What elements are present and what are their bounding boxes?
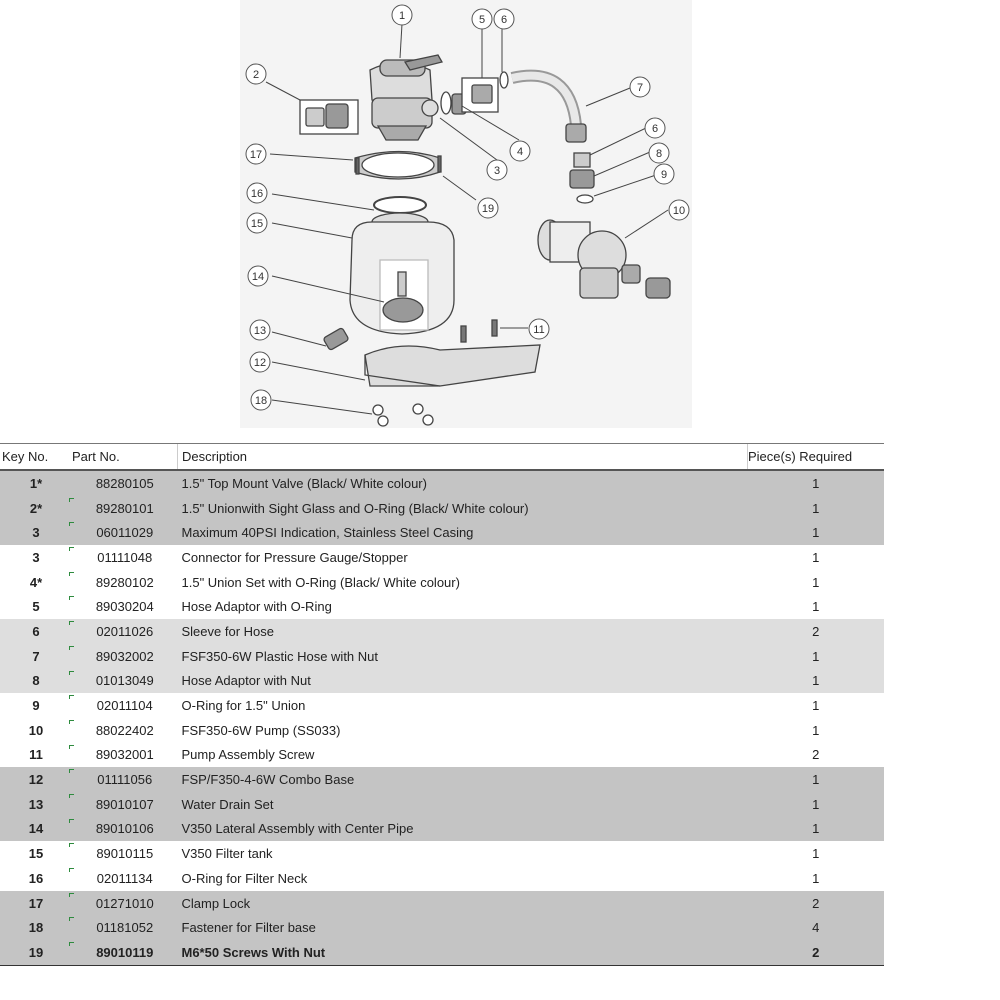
quantity-cell [748,817,885,842]
quantity-cell [748,743,885,768]
part-number-cell [72,866,178,891]
cell-marker-icon [69,745,74,749]
quantity-cell-text: 1 [812,846,820,862]
callout-15 [247,213,267,233]
part-number-cell-text: 01013049 [95,673,154,689]
key-cell-text: 11 [29,747,43,763]
table-row [0,693,884,718]
description-cell-text: Clamp Lock [181,895,251,911]
quantity-cell-text: 1 [812,599,820,615]
part-number-cell [72,891,178,916]
quantity-cell [748,891,885,916]
key-cell [0,891,72,916]
description-cell-text: Fastener for Filter base [181,920,316,936]
part-number-cell-text: 89280102 [95,574,154,590]
parts-list-table [0,443,884,966]
description-cell-text: 1.5" Top Mount Valve (Black/ White colour) [181,475,427,491]
table-row [0,619,884,644]
table-row [0,644,884,669]
description-cell [178,915,748,940]
key-cell-text: 7 [32,648,40,664]
header-part-no: Part No. [72,444,178,471]
callout-2 [246,64,266,84]
cell-marker-icon [69,547,74,551]
table-row [0,940,884,965]
key-cell-text: 16 [28,870,44,886]
callout-12 [250,352,270,372]
quantity-cell-text: 1 [812,821,820,837]
part-number-cell [72,767,178,792]
quantity-cell [748,915,885,940]
key-cell-text: 9 [32,698,40,714]
callout-11 [529,319,549,339]
description-cell [178,644,748,669]
callout-13 [250,320,270,340]
description-cell [178,520,748,545]
key-cell-text: 13 [28,796,44,812]
clamp-lock-illustration [355,152,441,180]
quantity-cell [748,866,885,891]
svg-text:7: 7 [636,82,644,94]
description-cell [178,619,748,644]
description-cell [178,841,748,866]
description-cell [178,792,748,817]
key-cell-text: 10 [28,722,44,738]
table-row [0,792,884,817]
description-cell-text: V350 Lateral Assembly with Center Pipe [181,821,414,837]
part-number-cell [72,915,178,940]
cell-marker-icon [69,843,74,847]
header-pieces-required: Piece(s) Required [748,444,885,471]
description-cell-text: FSP/F350-4-6W Combo Base [181,772,355,788]
part-number-cell [72,545,178,570]
description-cell [178,496,748,521]
key-cell [0,940,72,965]
description-cell [178,594,748,619]
callout-6-right [645,118,665,138]
key-cell [0,767,72,792]
quantity-cell-text: 1 [812,698,820,714]
quantity-cell-text: 1 [812,475,820,491]
part-number-cell-text: 89030204 [95,599,154,615]
quantity-cell-text: 1 [812,870,820,886]
key-cell-text: 6 [32,623,40,639]
callout-8 [649,143,669,163]
description-cell-text: 1.5" Unionwith Sight Glass and O-Ring (Black/ White colour) [181,500,529,516]
cell-marker-icon [69,942,74,946]
quantity-cell-text: 1 [812,673,820,689]
table-row [0,545,884,570]
callout-5 [472,9,492,29]
table-row [0,496,884,521]
key-cell [0,841,72,866]
part-number-cell [72,841,178,866]
quantity-cell [748,841,885,866]
key-cell-text: 2* [29,500,43,516]
callout-9 [654,164,674,184]
part-number-cell [72,644,178,669]
quantity-cell-text: 1 [812,772,820,788]
svg-text:16: 16 [250,188,264,200]
description-cell-text: M6*50 Screws With Nut [181,944,326,960]
key-cell [0,915,72,940]
key-cell [0,520,72,545]
quantity-cell-text: 2 [812,747,820,763]
table-row [0,570,884,595]
key-cell [0,693,72,718]
part-number-cell-text: 88022402 [95,722,154,738]
key-cell-text: 3 [32,549,40,565]
svg-text:2: 2 [252,69,260,81]
key-cell [0,644,72,669]
quantity-cell [748,792,885,817]
quantity-cell-text: 2 [812,623,820,639]
svg-text:11: 11 [533,324,545,336]
description-cell-text: Water Drain Set [181,796,274,812]
key-cell-text: 17 [28,895,44,911]
description-cell-text: 1.5" Union Set with O-Ring (Black/ White colour) [181,574,460,590]
part-number-cell [72,594,178,619]
part-number-cell [72,693,178,718]
cell-marker-icon [69,769,74,773]
part-number-cell-text: 01181052 [96,920,154,936]
part-number-cell [72,570,178,595]
svg-text:18: 18 [254,395,268,407]
svg-text:6: 6 [500,14,508,26]
part-number-cell [72,743,178,768]
quantity-cell [748,570,885,595]
key-cell [0,570,72,595]
key-cell [0,619,72,644]
description-cell [178,470,748,496]
description-cell [178,693,748,718]
svg-text:19: 19 [481,203,495,215]
callout-14 [248,266,268,286]
description-cell-text: Connector for Pressure Gauge/Stopper [181,549,408,565]
union-with-sight-glass-illustration [300,100,358,134]
description-cell-text: Pump Assembly Screw [181,747,315,763]
cell-marker-icon [69,646,74,650]
quantity-cell-text: 1 [812,796,820,812]
key-cell-text: 4* [29,574,43,590]
table-row [0,915,884,940]
cell-marker-icon [69,596,74,600]
part-number-cell-text: 01111048 [97,549,153,565]
key-cell [0,743,72,768]
callout-6-top [494,9,514,29]
description-cell-text: O-Ring for 1.5" Union [181,698,306,714]
key-cell-text: 19 [28,944,44,960]
description-cell-text: O-Ring for Filter Neck [181,870,308,886]
part-number-cell [72,792,178,817]
svg-text:1: 1 [398,10,406,22]
callout-3 [487,160,507,180]
table-header-row [0,444,884,471]
quantity-cell [748,644,885,669]
key-cell [0,817,72,842]
part-number-cell [72,669,178,694]
table-row [0,841,884,866]
quantity-cell [748,669,885,694]
part-number-cell [72,718,178,743]
part-number-cell-text: 88280105 [95,475,154,491]
table-row [0,767,884,792]
part-number-cell-text: 02011104 [96,698,153,714]
svg-text:5: 5 [478,14,486,26]
callout-4 [510,141,530,161]
callout-16 [247,183,267,203]
callout-17 [246,144,266,164]
description-cell-text: FSF350-6W Pump (SS033) [181,722,341,738]
exploded-parts-diagram [240,0,692,428]
quantity-cell-text: 1 [812,648,820,664]
header-description: Description [178,444,748,471]
key-cell [0,718,72,743]
cell-marker-icon [69,917,74,921]
cell-marker-icon [69,893,74,897]
callout-18 [251,390,271,410]
description-cell [178,545,748,570]
quantity-cell-text: 1 [812,722,820,738]
key-cell-text: 15 [28,846,44,862]
description-cell [178,866,748,891]
table-row [0,891,884,916]
cell-marker-icon [69,498,74,502]
part-number-cell-text: 89010119 [96,944,154,960]
quantity-cell [748,767,885,792]
callout-1 [392,5,412,25]
key-cell [0,669,72,694]
part-number-cell [72,496,178,521]
cell-marker-icon [69,868,74,872]
table-row [0,718,884,743]
table-row [0,743,884,768]
part-number-cell-text: 06011029 [96,525,154,541]
description-cell-text: Hose Adaptor with Nut [181,673,311,689]
description-cell-text: Hose Adaptor with O-Ring [181,599,332,615]
svg-text:8: 8 [655,148,663,160]
table-row [0,470,884,496]
part-number-cell-text: 01271010 [95,895,154,911]
quantity-cell [748,693,885,718]
part-number-cell [72,940,178,965]
callout-19 [478,198,498,218]
key-cell-text: 3 [32,525,40,541]
cell-marker-icon [69,695,74,699]
description-cell [178,891,748,916]
key-cell-text: 18 [28,920,44,936]
quantity-cell-text: 1 [812,574,820,590]
quantity-cell [748,594,885,619]
parts-table-body [0,470,884,965]
quantity-cell-text: 4 [812,920,820,936]
key-cell [0,594,72,619]
quantity-cell-text: 1 [812,549,820,565]
key-cell-text: 8 [32,673,40,689]
quantity-cell [748,940,885,965]
part-number-cell-text: 89010115 [96,846,154,862]
description-cell [178,669,748,694]
quantity-cell [748,496,885,521]
svg-text:9: 9 [660,169,668,181]
callout-7 [630,77,650,97]
quantity-cell [748,520,885,545]
svg-text:6: 6 [651,123,659,135]
table-row [0,520,884,545]
cell-marker-icon [69,522,74,526]
description-cell [178,743,748,768]
part-number-cell [72,817,178,842]
cell-marker-icon [69,819,74,823]
svg-text:4: 4 [516,146,524,158]
svg-text:15: 15 [250,218,264,230]
part-number-cell-text: 89032001 [95,747,154,763]
table-row [0,866,884,891]
part-number-cell [72,520,178,545]
table-row [0,817,884,842]
cell-marker-icon [69,671,74,675]
quantity-cell-text: 2 [812,944,820,960]
description-cell [178,940,748,965]
key-cell [0,545,72,570]
svg-text:14: 14 [251,271,265,283]
part-number-cell-text: 01111056 [97,772,153,788]
cell-marker-icon [69,621,74,625]
key-cell [0,792,72,817]
quantity-cell-text: 1 [812,525,820,541]
part-number-cell [72,470,178,496]
description-cell-text: FSF350-6W Plastic Hose with Nut [181,648,379,664]
quantity-cell [748,619,885,644]
callout-10 [669,200,689,220]
description-cell-text: V350 Filter tank [181,846,273,862]
description-cell-text: Maximum 40PSI Indication, Stainless Steel Casing [181,525,474,541]
description-cell-text: Sleeve for Hose [181,623,274,639]
key-cell [0,496,72,521]
description-cell [178,767,748,792]
cell-marker-icon [69,794,74,798]
part-number-cell-text: 89010107 [95,796,154,812]
svg-text:3: 3 [493,165,501,177]
quantity-cell-text: 2 [812,895,820,911]
table-row [0,669,884,694]
part-number-cell [72,619,178,644]
part-number-cell-text: 89032002 [95,648,154,664]
svg-text:17: 17 [249,149,263,161]
description-cell [178,718,748,743]
cell-marker-icon [69,720,74,724]
part-number-cell-text: 89280101 [95,500,154,516]
key-cell-text: 14 [28,821,44,837]
table-row [0,594,884,619]
filter-tank-illustration [350,213,454,334]
quantity-cell [748,545,885,570]
svg-text:13: 13 [253,325,267,337]
key-cell-text: 1* [29,475,43,491]
description-cell [178,817,748,842]
description-cell [178,570,748,595]
quantity-cell [748,470,885,496]
part-number-cell-text: 02011026 [96,623,154,639]
part-number-cell-text: 02011134 [96,870,153,886]
quantity-cell [748,718,885,743]
part-number-cell-text: 89010106 [95,821,154,837]
key-cell-text: 5 [32,599,40,615]
header-key-no: Key No. [0,444,72,471]
key-cell [0,470,72,496]
svg-text:12: 12 [253,357,267,369]
svg-text:10: 10 [672,205,686,217]
quantity-cell-text: 1 [812,500,820,516]
key-cell [0,866,72,891]
cell-marker-icon [69,572,74,576]
key-cell-text: 12 [28,772,44,788]
